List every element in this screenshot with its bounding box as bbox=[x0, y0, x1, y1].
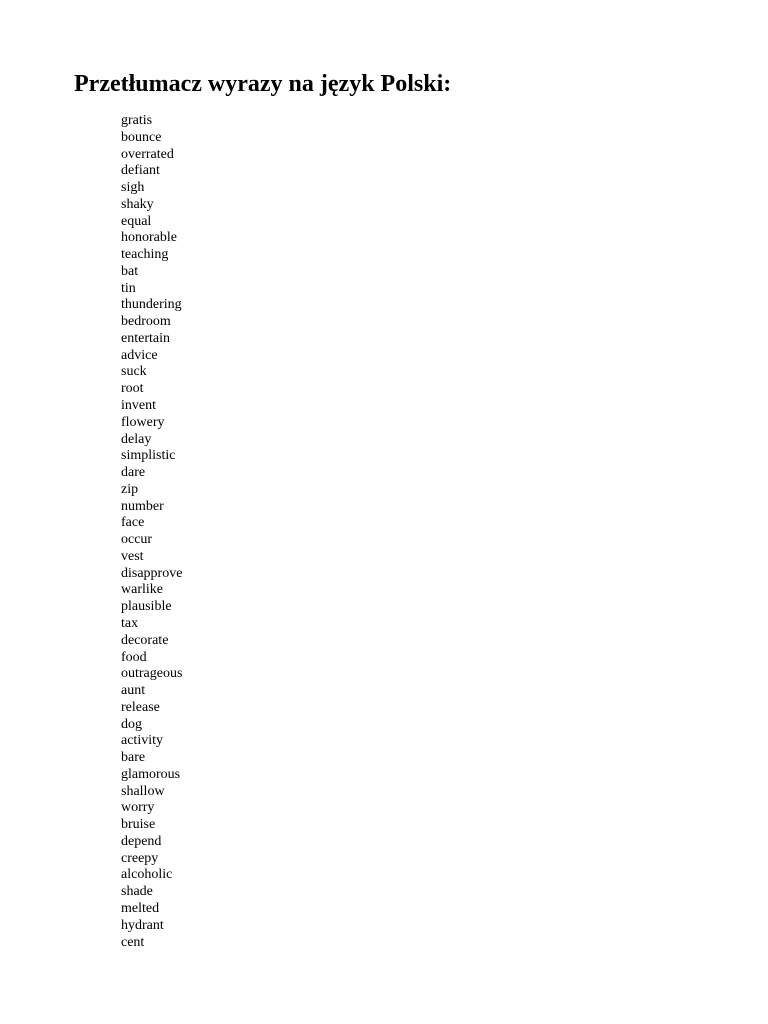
word-item: shaky bbox=[121, 196, 154, 212]
word-item: invent bbox=[121, 398, 156, 414]
word-item: hydrant bbox=[121, 917, 164, 933]
word-item: aunt bbox=[121, 683, 146, 699]
word-item: face bbox=[121, 515, 145, 531]
word-item: food bbox=[121, 649, 147, 665]
page-title: Przetłumacz wyrazy na język Polski: bbox=[74, 71, 452, 97]
word-item: gratis bbox=[121, 113, 153, 128]
word-item: thundering bbox=[121, 297, 182, 313]
word-item: release bbox=[121, 699, 160, 715]
word-item: occur bbox=[121, 532, 153, 548]
word-item: worry bbox=[121, 800, 155, 816]
word-item: bedroom bbox=[121, 314, 171, 330]
word-item: bat bbox=[121, 263, 139, 279]
word-item: suck bbox=[121, 364, 147, 380]
word-item: shallow bbox=[121, 783, 165, 799]
word-item: dare bbox=[121, 465, 146, 481]
word-item: alcoholic bbox=[121, 867, 173, 883]
word-item: honorable bbox=[121, 230, 177, 246]
word-item: warlike bbox=[121, 582, 163, 598]
word-item: equal bbox=[121, 213, 152, 229]
word-item: number bbox=[121, 498, 164, 514]
word-item: shade bbox=[121, 884, 153, 900]
word-item: advice bbox=[121, 347, 158, 363]
word-item: plausible bbox=[121, 599, 172, 615]
word-item: outrageous bbox=[121, 666, 183, 682]
word-item: disapprove bbox=[121, 565, 183, 581]
word-item: bruise bbox=[121, 817, 156, 833]
word-item: tin bbox=[121, 280, 136, 296]
word-item: entertain bbox=[121, 330, 170, 346]
word-item: activity bbox=[121, 733, 163, 749]
word-item: defiant bbox=[121, 163, 160, 179]
word-item: bare bbox=[121, 750, 146, 766]
word-item: sigh bbox=[121, 180, 145, 196]
word-item: simplistic bbox=[121, 448, 176, 464]
word-item: melted bbox=[121, 900, 160, 916]
word-item: delay bbox=[121, 431, 152, 447]
word-item: depend bbox=[121, 833, 162, 849]
word-item: zip bbox=[121, 481, 139, 497]
word-item: dog bbox=[121, 716, 142, 732]
word-item: tax bbox=[121, 615, 139, 631]
word-item: root bbox=[121, 381, 144, 397]
word-list bbox=[121, 113, 182, 951]
word-item: cent bbox=[121, 934, 145, 950]
word-item: teaching bbox=[121, 247, 169, 263]
word-item: glamorous bbox=[121, 766, 181, 782]
word-item: overrated bbox=[121, 146, 174, 162]
word-item: flowery bbox=[121, 414, 165, 430]
word-item: vest bbox=[121, 548, 144, 564]
word-item: creepy bbox=[121, 850, 159, 866]
word-item: bounce bbox=[121, 129, 162, 145]
word-item: decorate bbox=[121, 632, 169, 648]
